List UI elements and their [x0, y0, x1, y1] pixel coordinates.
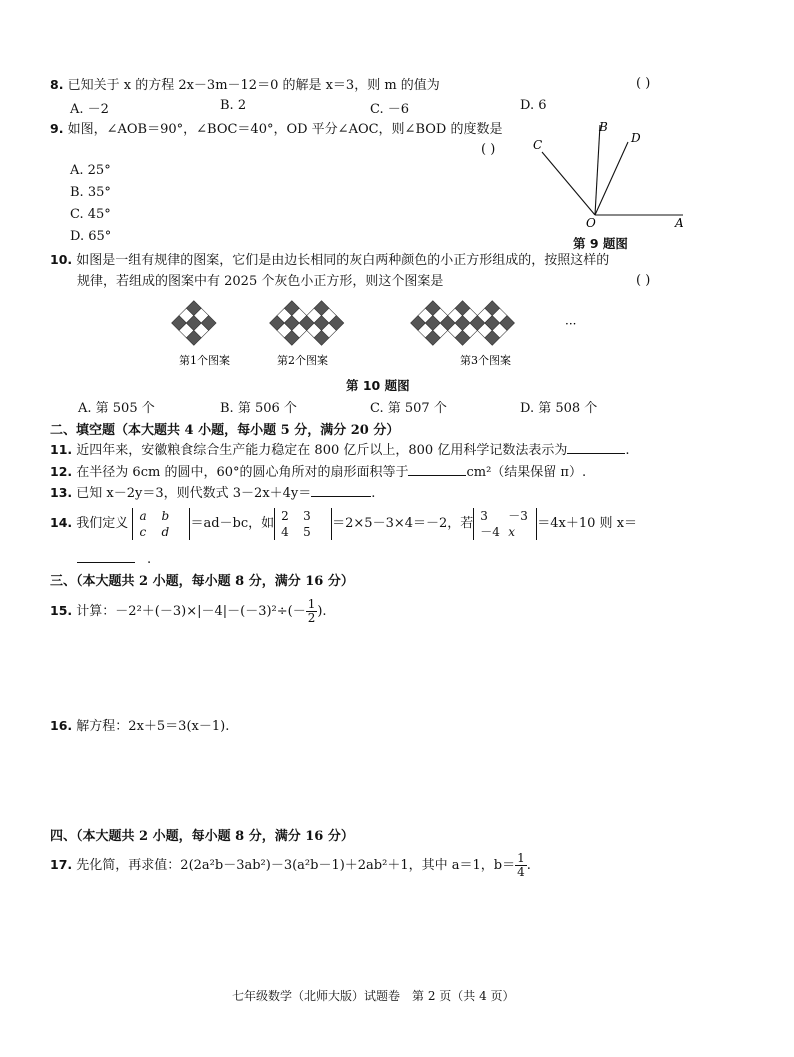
question-text: 如图，∠AOB＝90°，∠BOC＝40°，OD 平分∠AOC，则∠BOD 的度数是 — [67, 122, 503, 137]
answer-blank[interactable] — [311, 484, 371, 497]
section-3-heading: 三、（本大题共 2 小题，每小题 8 分，满分 16 分） — [50, 574, 354, 589]
section-2-heading: 二、填空题（本大题共 4 小题，每小题 5 分，满分 20 分） — [50, 423, 400, 438]
question-text: 已知 x－2y＝3，则代数式 3－2x＋4y＝ — [76, 486, 312, 501]
answer-paren: ( ) — [636, 273, 651, 288]
option-d: D. 6 — [520, 98, 547, 113]
question-number: 16. — [50, 718, 73, 733]
answer-blank[interactable] — [77, 550, 135, 563]
definition-determinant: a b c d — [132, 508, 190, 540]
angle-figure — [525, 115, 695, 230]
question-10 — [50, 251, 609, 270]
option-b: B. 第 506 个 — [220, 401, 297, 416]
question-8 — [50, 76, 440, 95]
option-c: C. 45° — [70, 207, 111, 222]
figure-10-caption: 第 10 题图 — [346, 378, 410, 393]
answer-blank[interactable] — [567, 441, 625, 454]
question-text: 我们定义 — [76, 516, 129, 531]
question-text: 先化简，再求值：2(2a²b－3ab²)－3(a²b－1)＋2ab²＋1，其中 a＝1，b＝ — [76, 858, 516, 873]
question-number: 10. — [50, 252, 73, 267]
answer-blank[interactable] — [408, 463, 466, 476]
option-a: A. －2 — [70, 102, 109, 117]
question-17: 17. 先化简，再求值：2(2a²b－3ab²)－3(a²b－1)＋2ab²＋1，其中 a＝1，b＝ $\frac{1}{4}$ . — [50, 851, 531, 879]
question-text: 已知关于 x 的方程 2x－3m－12＝0 的解是 x＝3，则 m 的值为 — [67, 78, 440, 93]
option-d: D. 第 508 个 — [520, 401, 598, 416]
question-number: 11. — [50, 442, 73, 457]
question-text: 解方程：2x＋5＝3(x－1). — [76, 719, 230, 734]
question-text: 计算：－2²＋(－3)×|－4|－(－3)²÷(－ — [76, 604, 306, 619]
label-d: D — [631, 131, 641, 145]
question-number: 8. — [50, 77, 64, 92]
pattern-label-1: 第1个图案 — [179, 354, 230, 367]
label-o: O — [586, 216, 596, 230]
pattern-3 — [411, 301, 515, 346]
option-b: B. 35° — [70, 185, 111, 200]
question-text: 近四年来，安徽粮食综合生产能力稳定在 800 亿斤以上，800 亿用科学记数法表示为 — [76, 443, 568, 458]
figure-9-caption: 第 9 题图 — [573, 236, 628, 251]
question-number: 17. — [50, 857, 73, 872]
question-number: 9. — [50, 121, 64, 136]
question-10-line2: 规律，若组成的图案中有 2025 个灰色小正方形，则这个图案是 — [77, 274, 444, 289]
section-4-heading: 四、（本大题共 2 小题，每小题 8 分，满分 16 分） — [50, 829, 354, 844]
question-determinant: 3 －3 －4 x — [473, 508, 537, 540]
question-text: 如图是一组有规律的图案，它们是由边长相同的灰白两种颜色的小正方形组成的，按照这样的 — [76, 253, 610, 268]
question-15: 15. 计算：－2²＋(－3)×|－4|－(－3)²÷(－ $\frac{1}{2}$ ). — [50, 597, 327, 625]
question-number: 13. — [50, 485, 73, 500]
option-d: D. 65° — [70, 229, 112, 244]
question-number: 12. — [50, 464, 73, 479]
option-c: C. 第 507 个 — [370, 401, 447, 416]
question-number: 15. — [50, 603, 73, 618]
page-footer: 七年级数学（北师大版）试题卷 第 2 页（共 4 页） — [232, 989, 515, 1003]
option-a: A. 25° — [70, 163, 111, 178]
question-13: 13. 已知 x－2y＝3，则代数式 3－2x＋4y＝ . — [50, 485, 376, 501]
question-12 — [50, 463, 586, 482]
pattern-ellipsis: ··· — [565, 317, 577, 331]
pattern-label-3: 第3个图案 — [460, 354, 511, 367]
pattern-label-2: 第2个图案 — [277, 354, 328, 367]
question-16 — [50, 717, 229, 736]
fraction: $\frac{1}{4}$ — [517, 851, 525, 879]
question-9 — [50, 120, 502, 139]
answer-paren: ( ) — [636, 76, 651, 91]
label-c: C — [533, 138, 543, 152]
question-14: 14. 我们定义 a b c d＝ad－bc，如2 3 4 5＝2×5－3×4＝－2，若3 －3 －4 x＝4x＋10 则 x＝ — [50, 508, 638, 539]
pattern-2 — [270, 301, 344, 346]
question-text: 在半径为 6cm 的圆中，60°的圆心角所对的扇形面积等于 — [76, 465, 409, 480]
label-b: B — [599, 120, 608, 134]
option-a: A. 第 505 个 — [78, 401, 155, 416]
question-14-blank-line: . — [77, 550, 151, 569]
pattern-1 — [172, 301, 217, 346]
question-number: 14. — [50, 515, 73, 530]
example-determinant: 2 3 4 5 — [274, 508, 332, 540]
option-c: C. －6 — [370, 102, 410, 117]
option-b: B. 2 — [220, 98, 247, 113]
answer-paren: ( ) — [481, 142, 496, 157]
question-11: 11. 近四年来，安徽粮食综合生产能力稳定在 800 亿斤以上，800 亿用科学记数法表示为 . — [50, 442, 630, 458]
label-a: A — [675, 216, 684, 230]
question-text-end: cm²（结果保留 π）. — [466, 465, 587, 480]
fraction: $\frac{1}{2}$ — [307, 597, 316, 625]
pattern-figure — [170, 296, 600, 374]
